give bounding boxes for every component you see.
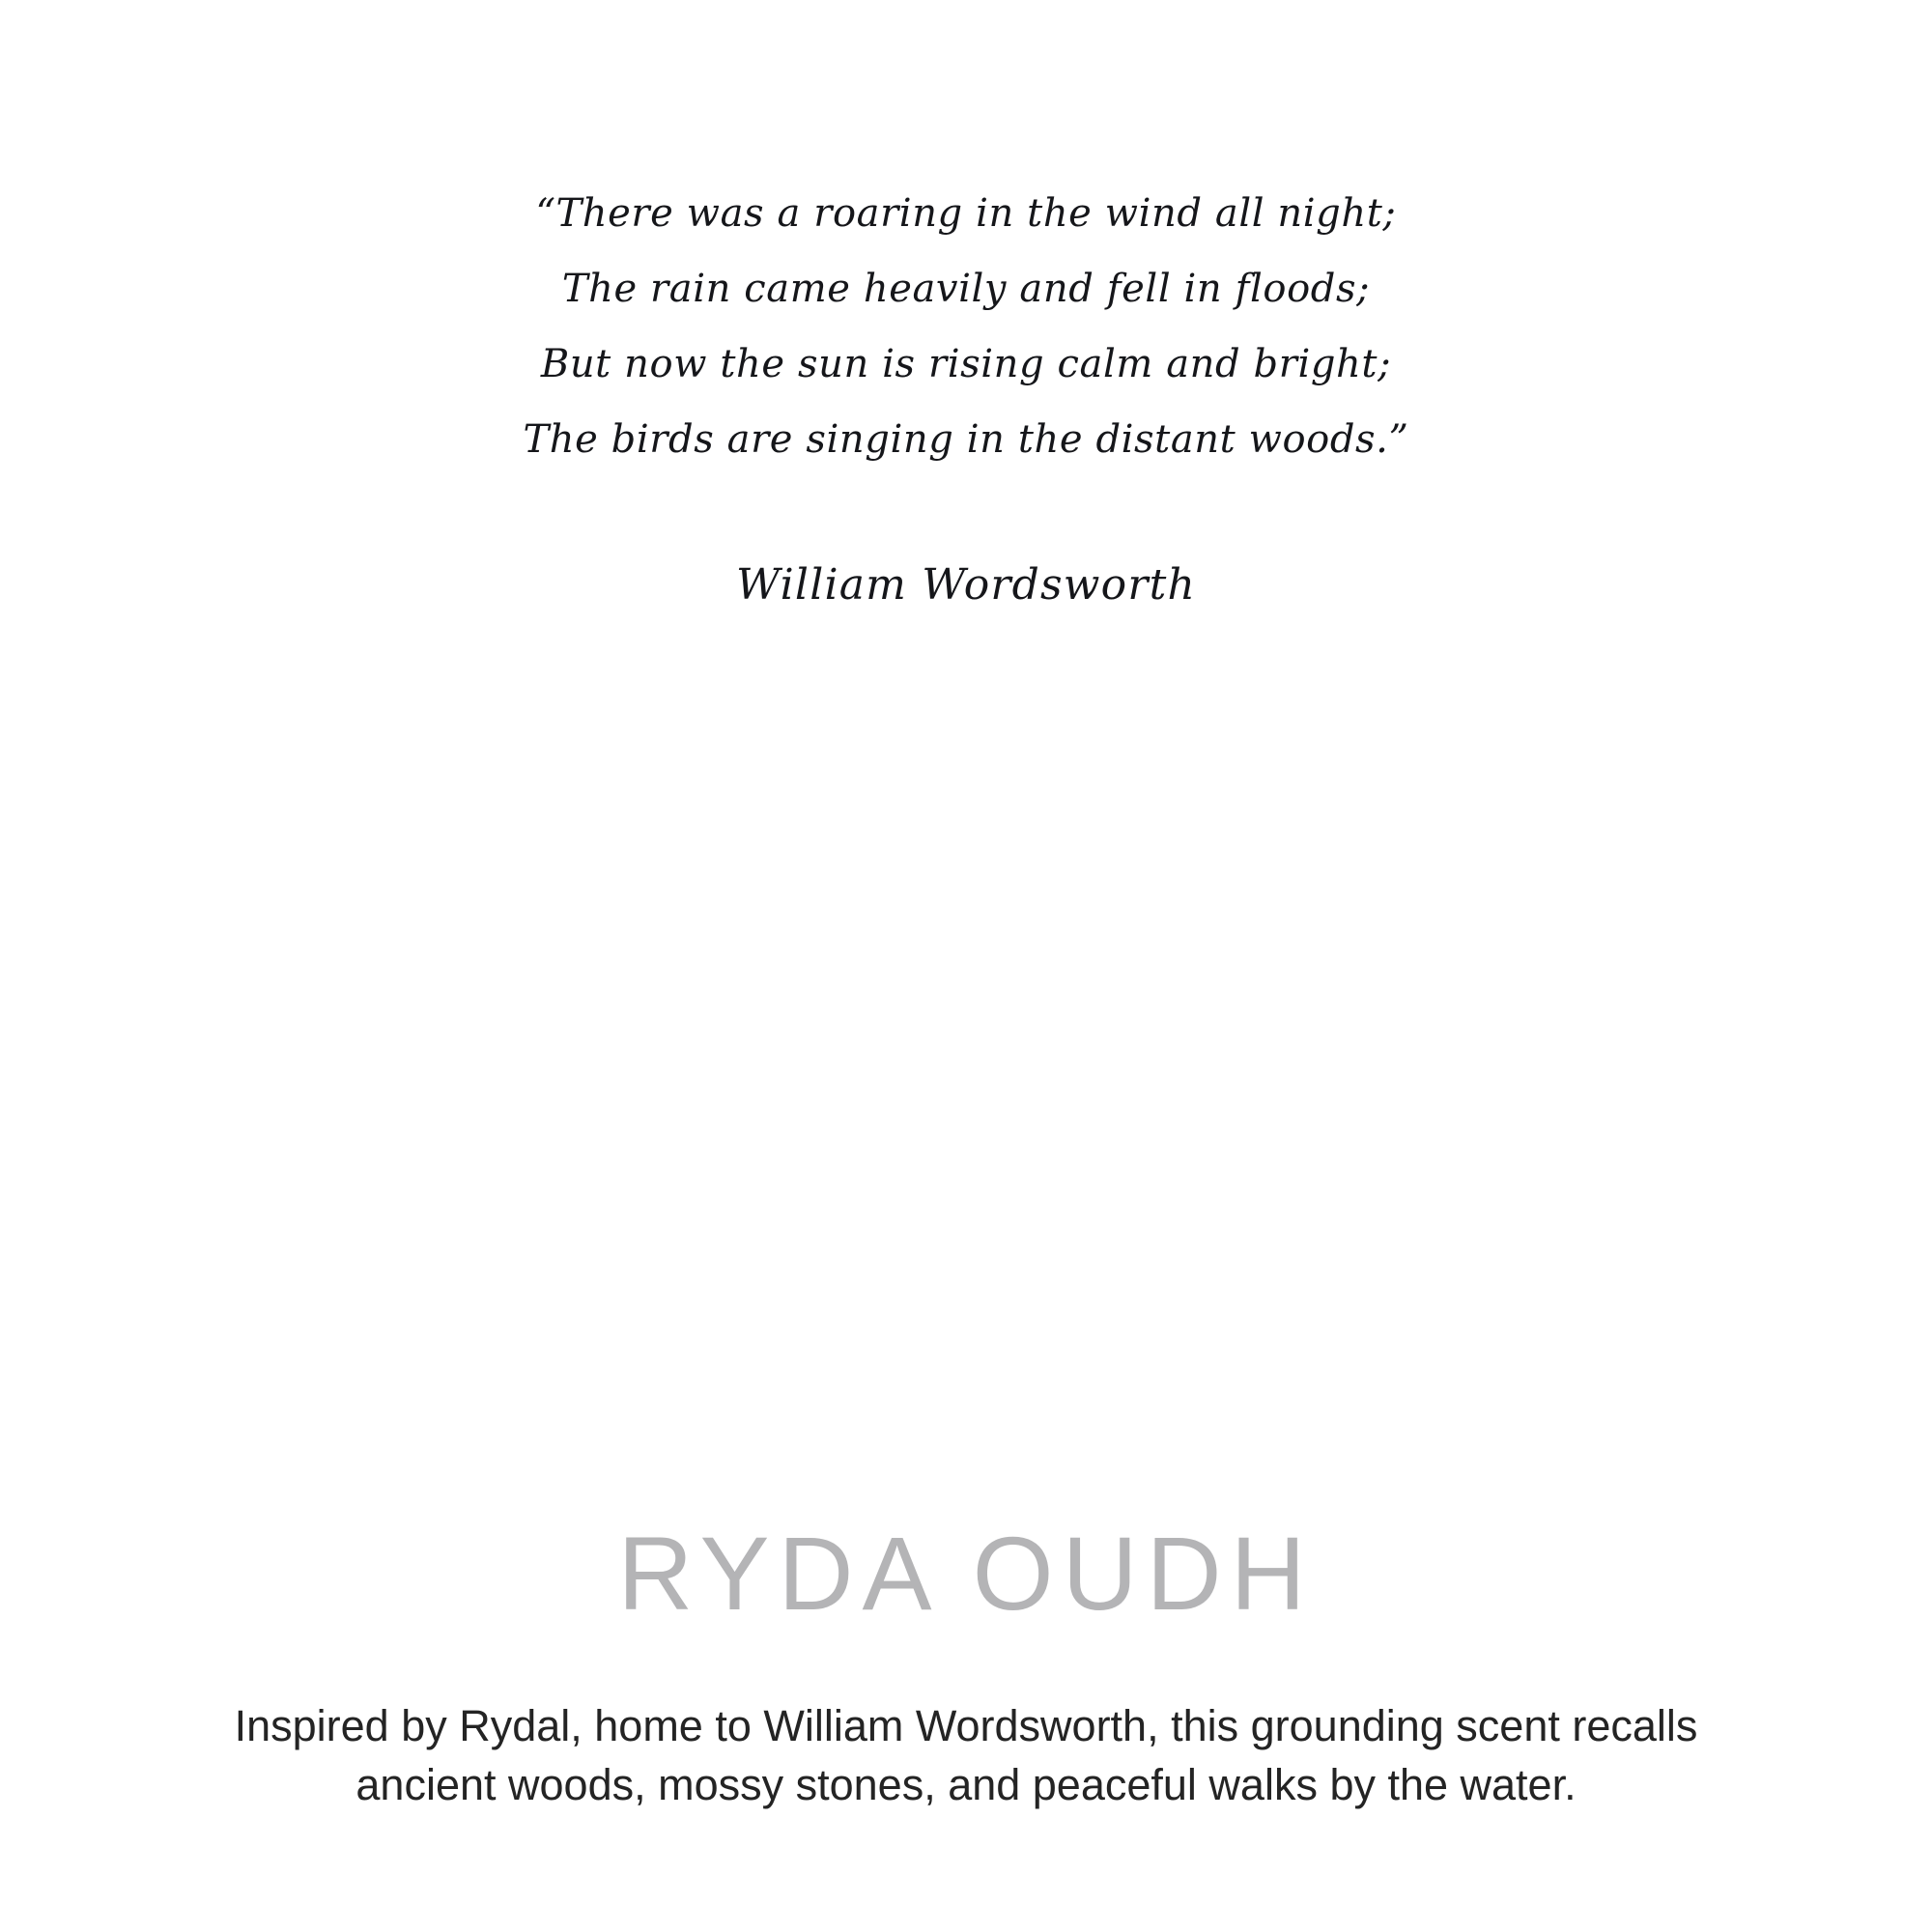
poem-line: “There was a roaring in the wind all night; (535, 191, 1397, 236)
poem-block (0, 176, 1932, 610)
poem-line: The rain came heavily and fell in floods; (561, 267, 1371, 311)
poem-line: But now the sun is rising calm and bright; (540, 342, 1392, 386)
brand-title: RYDA OUDH (617, 1515, 1315, 1632)
poem-line: The birds are singing in the distant woods.” (523, 417, 1409, 462)
product-description: Inspired by Rydal, home to William Wordsworth, this grounding scent recalls ancient woods, mossy stones, and peaceful walks by the water. (234, 1701, 1698, 1809)
poem-author: William Wordsworth (736, 560, 1196, 610)
